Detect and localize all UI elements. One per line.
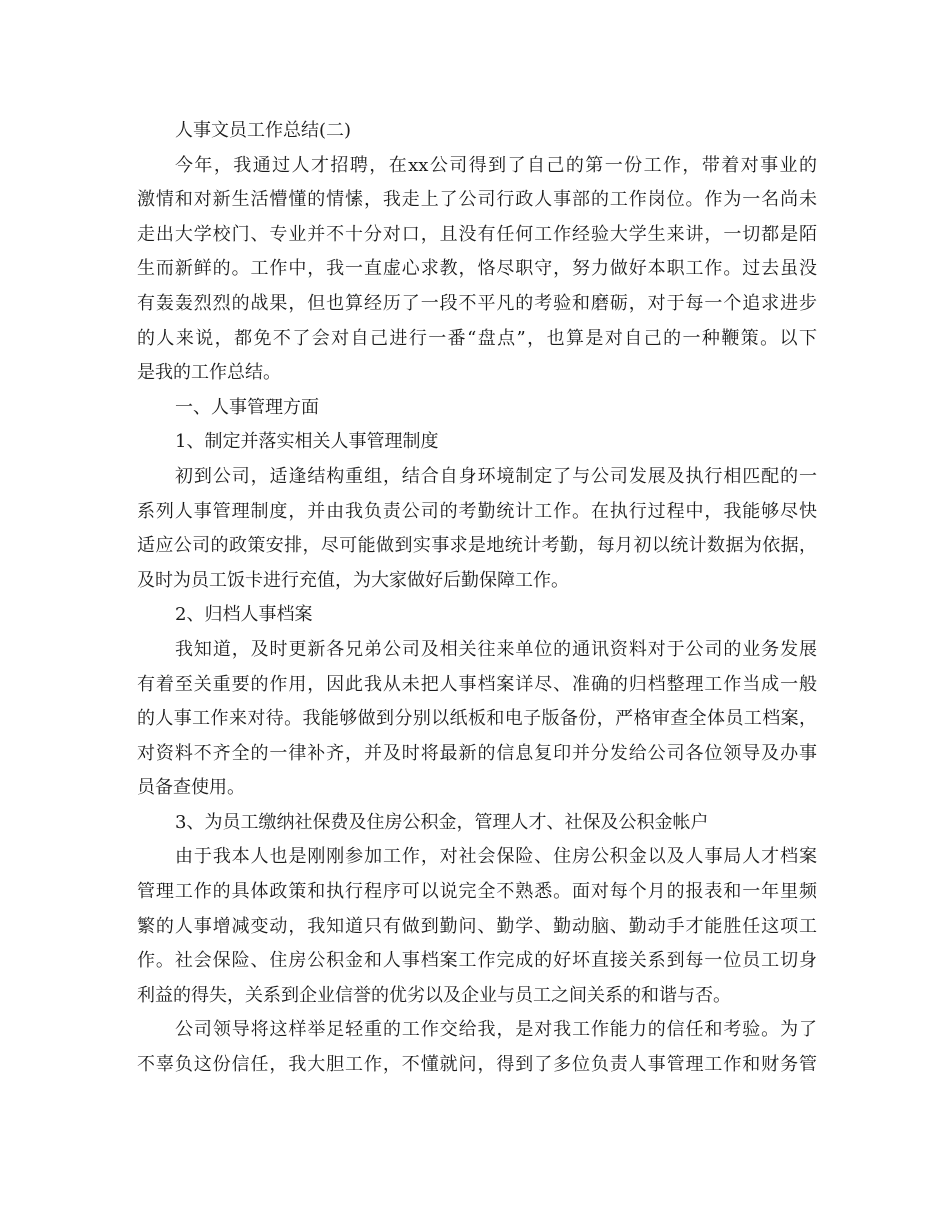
text-line: 适应公司的政策安排，尽可能做到实事求是地统计考勤，每月初以统计数据为依据， (137, 535, 817, 557)
text-line: 人事文员工作总结(二) (175, 120, 352, 141)
text-line: 有轰轰烈烈的战果，但也算经历了一段不平凡的考验和磨砺，对于每一个追求进步 (137, 292, 817, 314)
text-line: 激情和对新生活懵懂的情愫，我走上了公司行政人事部的工作岗位。作为一名尚未 (137, 189, 817, 211)
text-line: 初到公司，适逢结构重组，结合自身环境制定了与公司发展及执行相匹配的一 (175, 465, 817, 487)
text-line: 2、归档人事档案 (175, 604, 313, 626)
text-line: 一、人事管理方面 (175, 396, 319, 418)
text-line: 系列人事管理制度，并由我负责公司的考勤统计工作。在执行过程中，我能够尽快 (137, 500, 817, 522)
text-line: 公司领导将这样举足轻重的工作交给我，是对我工作能力的信任和考验。为了 (175, 1019, 817, 1041)
text-line: 1、制定并落实相关人事管理制度 (175, 431, 439, 453)
text-line: 生而新鲜的。工作中，我一直虚心求教，恪尽职守，努力做好本职工作。过去虽没 (137, 258, 817, 280)
text-line: 作。社会保险、住房公积金和人事档案工作完成的好坏直接关系到每一位员工切身 (137, 950, 817, 972)
text-line: 繁的人事增减变动，我知道只有做到勤问、勤学、勤动脑、勤动手才能胜任这项工 (137, 915, 817, 937)
document-page (137, 114, 817, 1083)
text-line: 由于我本人也是刚刚参加工作，对社会保险、住房公积金以及人事局人才档案 (175, 846, 817, 868)
text-line: 走出大学校门、专业并不十分对口，且没有任何工作经验大学生来讲，一切都是陌 (137, 223, 817, 245)
text-line: 对资料不齐全的一律补齐，并及时将最新的信息复印并分发给公司各位领导及办事 (137, 742, 817, 764)
text-line: 有着至关重要的作用，因此我从未把人事档案详尽、准确的归档整理工作当成一般 (137, 673, 817, 695)
text-line: 不辜负这份信任，我大胆工作，不懂就问，得到了多位负责人事管理工作和财务管 (137, 1054, 817, 1076)
text-line: 员备查使用。 (137, 777, 245, 799)
text-line: 管理工作的具体政策和执行程序可以说完全不熟悉。面对每个月的报表和一年里频 (137, 881, 817, 903)
text-line: 及时为员工饭卡进行充值，为大家做好后勤保障工作。 (137, 569, 569, 591)
text-line: 的人来说，都免不了会对自己进行一番“盘点”，也算是对自己的一种鞭策。以下 (137, 327, 817, 349)
text-line: 我知道，及时更新各兄弟公司及相关往来单位的通讯资料对于公司的业务发展 (175, 638, 817, 660)
text-line: 今年，我通过人才招聘，在xx公司得到了自己的第一份工作，带着对事业的 (175, 154, 817, 176)
text-line: 3、为员工缴纳社保费及住房公积金，管理人才、社保及公积金帐户 (175, 811, 709, 833)
text-line: 是我的工作总结。 (137, 362, 281, 384)
text-line: 利益的得失，关系到企业信誉的优劣以及企业与员工之间关系的和谐与否。 (137, 984, 731, 1006)
text-line: 的人事工作来对待。我能够做到分别以纸板和电子版备份，严格审查全体员工档案， (137, 708, 817, 730)
